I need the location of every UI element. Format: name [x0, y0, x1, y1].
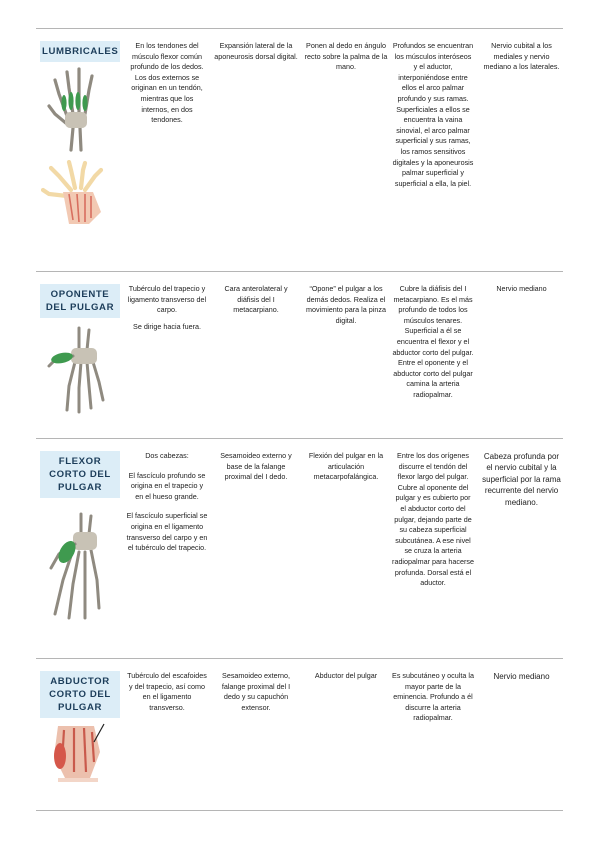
insertion-cell: Sesamoideo externo y base de la falange proximal del I dedo.: [220, 451, 292, 482]
table-row-flexor-corto: [36, 438, 563, 658]
relations-cell: Entre los dos orígenes discurre el tendón del flexor largo del pulgar. Cubre al oponente del pulgar y es cubierto por el abductor corto del pulgar, dejando parte de su cabeza superficial subcutánea. A ese nivel se cruza la arteria radiopalmar para hacerse profunda. Dorsal está el aductor.: [392, 451, 474, 588]
relations-cell: Cubre la diáfisis del I metacarpiano. Es el más profundo de todos los músculos tenares. Superficial a él se encuentra el flexor y el abductor corto del pulgar. Entre el oponente y el abductor corto del pulgar camina la arteria radiopalmar.: [392, 284, 474, 399]
muscle-name: LUMBRICALES: [40, 41, 120, 62]
insertion-cell: Cara anterolateral y diáfisis del I metacarpiano.: [224, 284, 288, 315]
action-cell: Ponen al dedo en ángulo recto sobre la palma de la mano.: [304, 41, 388, 72]
innervation-cell: Nervio cubital a los mediales y nervio mediano a los laterales.: [483, 41, 560, 72]
action-cell: “Opone” el pulgar a los demás dedos. Realiza el movimiento para la pinza digital.: [306, 284, 386, 325]
insertion-cell: Sesamoideo externo, falange proximal del I dedo y su capuchón extensor.: [221, 671, 291, 712]
origin-cell: Tubérculo del trapecio y ligamento transverso del carpo. Se dirige hacia fuera.: [127, 284, 207, 331]
innervation-cell: Nervio mediano: [493, 672, 550, 681]
muscle-cell: [38, 451, 118, 622]
muscle-cell: [38, 671, 118, 784]
origin-cell: Tubérculo del escafoides y del trapecio, así como en el ligamento transverso.: [127, 671, 207, 712]
muscle-cell: [38, 284, 118, 416]
innervation-cell: Nervio mediano: [496, 284, 547, 293]
muscle-name: ABDUCTOR CORTO DEL PULGAR: [40, 671, 120, 718]
muscle-table: [36, 28, 563, 811]
table-row-lumbricales: [36, 28, 563, 271]
hand-skeleton-flexor-brevis-illustration: [45, 510, 111, 622]
insertion-cell: Expansión lateral de la aponeurosis dorsal digital.: [214, 41, 298, 61]
innervation-cell: Cabeza profunda por el nervio cubital y la superficial por la rama recurrente del nervio mediano.: [482, 452, 561, 507]
hand-skeleton-opponens-illustration: [45, 322, 111, 416]
muscle-name: OPONENTE DEL PULGAR: [40, 284, 120, 318]
origin-cell: En los tendones del músculo flexor común profundo de los dedos. Los dos externos se originan en un tendón, mientras que los internos, en dos tendones.: [130, 41, 204, 125]
relations-cell: Es subcutáneo y oculta la mayor parte de la eminencia. Profundo a él discurre la arteria radiopalmar.: [392, 671, 474, 723]
muscle-cell: [38, 41, 118, 226]
hand-dorsal-illustration: [41, 160, 115, 226]
action-cell: Abductor del pulgar: [314, 671, 378, 680]
muscle-name: FLEXOR CORTO DEL PULGAR: [40, 451, 120, 498]
relations-cell: Profundos se encuentran los músculos interóseos y el aductor, interponiéndose entre ellos el arco palmar profundo y sus ramas. Superficiales a ellos se encuentra la vaina sinovial, el arco palmar superficial y sus ramas, los ramos sensitivos digitales y la aponeurosis palmar superficial y superficial a ella, la piel.: [392, 41, 474, 188]
action-cell: Flexión del pulgar en la articulación metacarpofalángica.: [308, 451, 384, 482]
table-row-abductor-corto: [36, 658, 563, 811]
hand-skeleton-palmar-illustration: [47, 66, 109, 154]
hand-palm-abductor-illustration: [44, 722, 112, 784]
table-row-oponente: [36, 271, 563, 438]
origin-cell: Dos cabezas: El fascículo profundo se origina en el trapecio y en el hueso grande. El fascículo superficial se origina en el ligamento transverso del carpo y en el tubérculo del trapecio.: [126, 451, 208, 553]
